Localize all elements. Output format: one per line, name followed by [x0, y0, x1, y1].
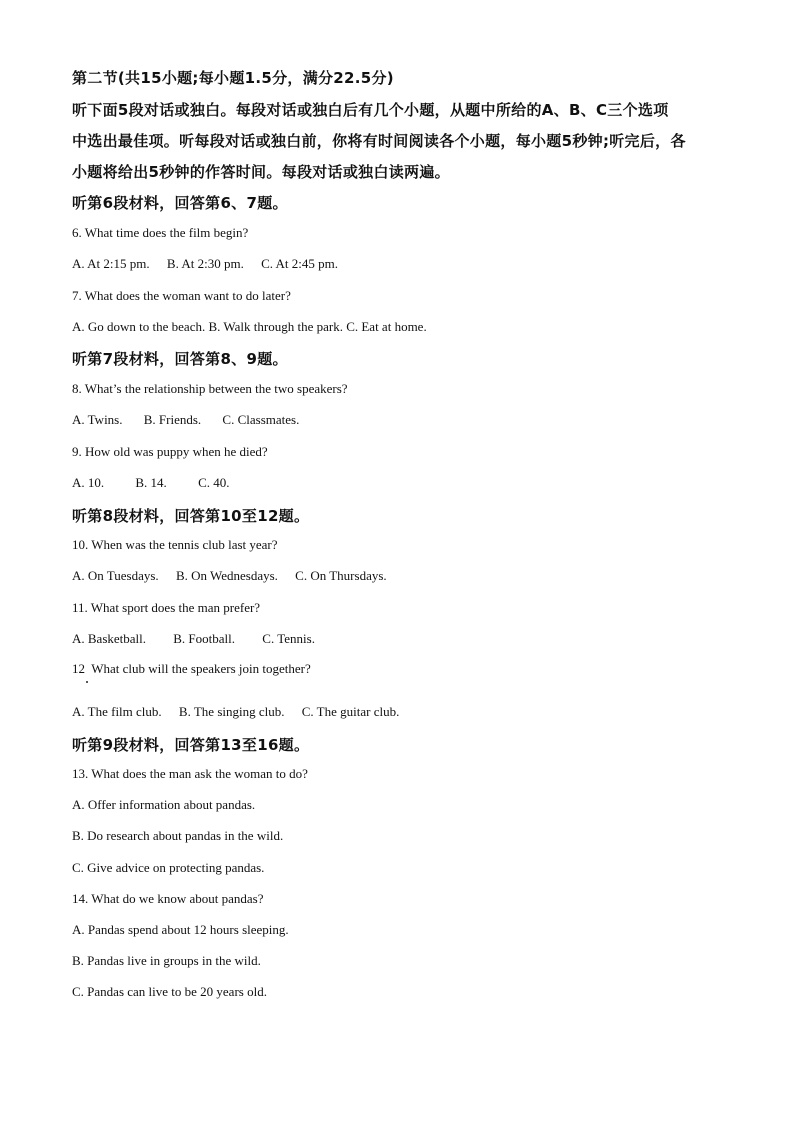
instructions-line-3: 小题将给出5秒钟的作答时间。每段对话或独白读两遍。	[72, 163, 450, 181]
question-6-stem: 6. What time does the film begin?	[72, 225, 249, 240]
question-11-options	[72, 631, 315, 647]
question-7-options	[72, 319, 427, 335]
question-8-stem: 8. What’s the relationship between the two speakers?	[72, 381, 348, 396]
question-14-stem: 14. What do we know about pandas?	[72, 891, 264, 906]
question-10-option-c[interactable]: C. On Thursdays.	[295, 568, 387, 583]
question-6-option-c[interactable]: C. At 2:45 pm.	[261, 256, 339, 271]
question-12-stem: 12 What club will the speakers join together?	[72, 661, 311, 676]
question-10-option-b[interactable]: B. On Wednesdays.	[175, 568, 278, 583]
group-heading-4: 听第9段材料，回答第13至16题。	[72, 736, 310, 754]
question-10-stem: 10. When was the tennis club last year?	[72, 537, 278, 552]
question-13-option-c[interactable]: C. Give advice on protecting pandas.	[72, 860, 265, 875]
question-8-option-c[interactable]: C. Classmates.	[222, 412, 300, 427]
question-14-option-b[interactable]: B. Pandas live in groups in the wild.	[72, 953, 261, 968]
instructions-line-2: 中选出最佳项。听每段对话或独白前，你将有时间阅读各个小题，每小题5秒钟;听完后，各	[72, 132, 686, 150]
question-10-option-a[interactable]: A. On Tuesdays.	[72, 568, 159, 583]
stray-mark	[86, 681, 88, 683]
question-9-option-a[interactable]: A. 10.	[72, 475, 105, 490]
group-heading-3: 听第8段材料，回答第10至12题。	[72, 507, 310, 525]
question-12-options	[72, 704, 399, 720]
question-11-option-a[interactable]: A. Basketball.	[72, 631, 147, 646]
question-13-stem: 13. What does the man ask the woman to do?	[72, 766, 308, 781]
question-11-option-c[interactable]: C. Tennis.	[262, 631, 315, 646]
question-6-option-a[interactable]: A. At 2:15 pm.	[72, 256, 150, 271]
question-13-option-a[interactable]: A. Offer information about pandas.	[72, 797, 256, 812]
question-14-option-a[interactable]: A. Pandas spend about 12 hours sleeping.	[72, 922, 289, 937]
question-7-option-a[interactable]: A. Go down to the beach.	[72, 319, 206, 334]
question-9-options	[72, 475, 229, 491]
section-title: 第二节(共15小题;每小题1.5分，满分22.5分)	[72, 69, 394, 87]
instructions-line-1: 听下面5段对话或独白。每段对话或独白后有几个小题，从题中所给的A、B、C三个选项	[72, 101, 669, 119]
question-7-stem: 7. What does the woman want to do later?	[72, 288, 291, 303]
question-14-option-c[interactable]: C. Pandas can live to be 20 years old.	[72, 984, 267, 999]
question-13-option-b[interactable]: B. Do research about pandas in the wild.	[72, 828, 284, 843]
group-heading-2: 听第7段材料，回答第8、9题。	[72, 350, 288, 368]
question-10-options	[72, 568, 387, 584]
question-8-options	[72, 412, 299, 428]
question-7-option-b[interactable]: B. Walk through the park.	[208, 319, 343, 334]
question-11-stem: 11. What sport does the man prefer?	[72, 600, 261, 615]
question-8-option-a[interactable]: A. Twins.	[72, 412, 123, 427]
question-9-option-b[interactable]: B. 14.	[135, 475, 167, 490]
question-8-option-b[interactable]: B. Friends.	[143, 412, 202, 427]
question-12-option-b[interactable]: B. The singing club.	[178, 704, 285, 719]
question-9-stem: 9. How old was puppy when he died?	[72, 444, 268, 459]
question-12-option-a[interactable]: A. The film club.	[72, 704, 162, 719]
group-heading-1: 听第6段材料，回答第6、7题。	[72, 194, 288, 212]
question-6-options	[72, 256, 338, 272]
question-11-option-b[interactable]: B. Football.	[173, 631, 236, 646]
question-9-option-c[interactable]: C. 40.	[198, 475, 230, 490]
question-6-option-b[interactable]: B. At 2:30 pm.	[166, 256, 244, 271]
question-12-option-c[interactable]: C. The guitar club.	[301, 704, 400, 719]
question-7-option-c[interactable]: C. Eat at home.	[346, 319, 427, 334]
